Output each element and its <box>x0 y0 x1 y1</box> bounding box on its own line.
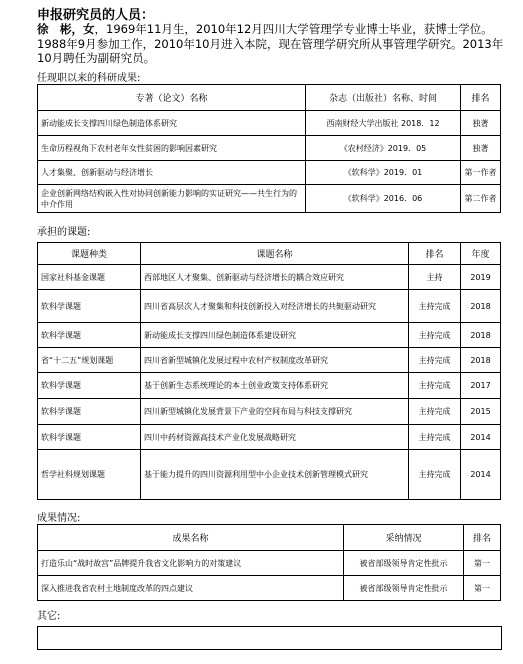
project-year: 2019 <box>461 265 501 290</box>
table-row <box>38 399 501 425</box>
project-rank: 主持 <box>409 265 461 290</box>
project-title: 基于创新生态系统理论的本土创业政策支持体系研究 <box>141 373 409 399</box>
project-year: 2018 <box>461 323 501 348</box>
publications-table <box>37 84 501 213</box>
project-type: 软科学课题 <box>38 323 141 348</box>
other-box <box>37 626 502 650</box>
project-rank: 主持完成 <box>409 290 461 323</box>
publication-venue: 《农村经济》2019．05 <box>306 136 461 161</box>
project-year: 2018 <box>461 290 501 323</box>
publication-rank: 第一作者 <box>461 161 501 185</box>
project-year: 2014 <box>461 425 501 450</box>
publication-venue: 西南财经大学出版社 2018．12 <box>306 111 461 136</box>
table-row <box>38 425 501 450</box>
table-header-row <box>38 243 501 265</box>
project-title: 四川省高层次人才聚集和科技创新投入对经济增长的共轭驱动研究 <box>141 290 409 323</box>
table-row <box>38 450 501 500</box>
publication-venue: 《软科学》2019．01 <box>306 161 461 185</box>
achievement-adoption: 被省部级领导肯定性批示 <box>344 551 464 576</box>
achievements-section-label: 成果情况: <box>37 513 81 524</box>
achievements-table <box>37 524 501 601</box>
project-year: 2015 <box>461 399 501 425</box>
publication-title: 企业创新网络结构嵌入性对协同创新能力影响的实证研究——共生行为的中介作用 <box>38 185 306 213</box>
project-title: 四川省新型城镇化发展过程中农村产权制度改革研究 <box>141 348 409 373</box>
project-title: 四川新型城镇化发展背景下产业的空间布局与科技支撑研究 <box>141 399 409 425</box>
publication-title: 新动能成长支撑四川绿色制造体系研究 <box>38 111 306 136</box>
project-rank: 主持完成 <box>409 399 461 425</box>
achievement-title: 深入推进我省农村土地制度改革的四点建议 <box>38 576 344 601</box>
project-title: 西部地区人才聚集、创新驱动与经济增长的耦合效应研究 <box>141 265 409 290</box>
column-header: 成果名称 <box>38 525 344 551</box>
table-row <box>38 373 501 399</box>
publication-rank: 独著 <box>461 136 501 161</box>
applicant-name: 徐 彬，女 <box>37 22 95 36</box>
other-section-label: 其它: <box>37 611 61 622</box>
column-header: 年度 <box>461 243 501 265</box>
project-title: 基于能力提升的四川资源利用型中小企业技术创新管理模式研究 <box>141 450 409 500</box>
project-type: 国家社科基金课题 <box>38 265 141 290</box>
project-year: 2014 <box>461 450 501 500</box>
column-header: 采纳情况 <box>344 525 464 551</box>
project-type: 哲学社科规划课题 <box>38 450 141 500</box>
project-rank: 主持完成 <box>409 450 461 500</box>
column-header: 专著（论文）名称 <box>38 85 306 111</box>
project-rank: 主持完成 <box>409 323 461 348</box>
table-row <box>38 185 501 213</box>
bio-paragraph <box>37 22 507 66</box>
achievement-title: 打造乐山“战时故宫”品牌提升我省文化影响力的对策建议 <box>38 551 344 576</box>
project-type: 软科学课题 <box>38 373 141 399</box>
bio-text: ，1969年11月生，2010年12月四川大学管理学专业博士毕业，获博士学位。1988年9月参加工作，2010年10月进入本院，现在管理学研究所从事管理学研究。2013年10月聘任为副研究员。 <box>37 22 504 65</box>
publication-title: 生命历程视角下农村老年女性贫困的影响因素研究 <box>38 136 306 161</box>
project-rank: 主持完成 <box>409 373 461 399</box>
achievement-rank: 第一 <box>464 576 501 601</box>
table-row <box>38 290 501 323</box>
column-header: 排名 <box>409 243 461 265</box>
project-type: 省“十二五”规划课题 <box>38 348 141 373</box>
project-rank: 主持完成 <box>409 425 461 450</box>
table-row <box>38 323 501 348</box>
publication-title: 人才集聚、创新驱动与经济增长 <box>38 161 306 185</box>
table-row <box>38 551 501 576</box>
project-rank: 主持完成 <box>409 348 461 373</box>
table-row <box>38 161 501 185</box>
column-header: 排名 <box>464 525 501 551</box>
project-type: 软科学课题 <box>38 290 141 323</box>
table-row <box>38 265 501 290</box>
table-row <box>38 348 501 373</box>
achievement-adoption: 被省部级领导肯定性批示 <box>344 576 464 601</box>
table-row <box>38 136 501 161</box>
project-type: 软科学课题 <box>38 399 141 425</box>
table-row <box>38 111 501 136</box>
achievement-rank: 第一 <box>464 551 501 576</box>
publication-rank: 第二作者 <box>461 185 501 213</box>
page-title: 申报研究员的人员： <box>37 8 155 23</box>
project-year: 2018 <box>461 348 501 373</box>
column-header: 杂志（出版社）名称、时间 <box>306 85 461 111</box>
projects-table <box>37 242 501 500</box>
project-type: 软科学课题 <box>38 425 141 450</box>
publication-rank: 独著 <box>461 111 501 136</box>
column-header: 课题名称 <box>141 243 409 265</box>
publications-section-label: 任现职以来的科研成果: <box>37 73 141 84</box>
project-title: 四川中药材资源高技术产业化发展战略研究 <box>141 425 409 450</box>
table-header-row <box>38 85 501 111</box>
table-header-row <box>38 525 501 551</box>
project-title: 新动能成长支撑四川绿色制造体系建设研究 <box>141 323 409 348</box>
column-header: 课题种类 <box>38 243 141 265</box>
column-header: 排名 <box>461 85 501 111</box>
publication-venue: 《软科学》2016．06 <box>306 185 461 213</box>
project-year: 2017 <box>461 373 501 399</box>
table-row <box>38 576 501 601</box>
projects-section-label: 承担的课题: <box>37 227 91 238</box>
